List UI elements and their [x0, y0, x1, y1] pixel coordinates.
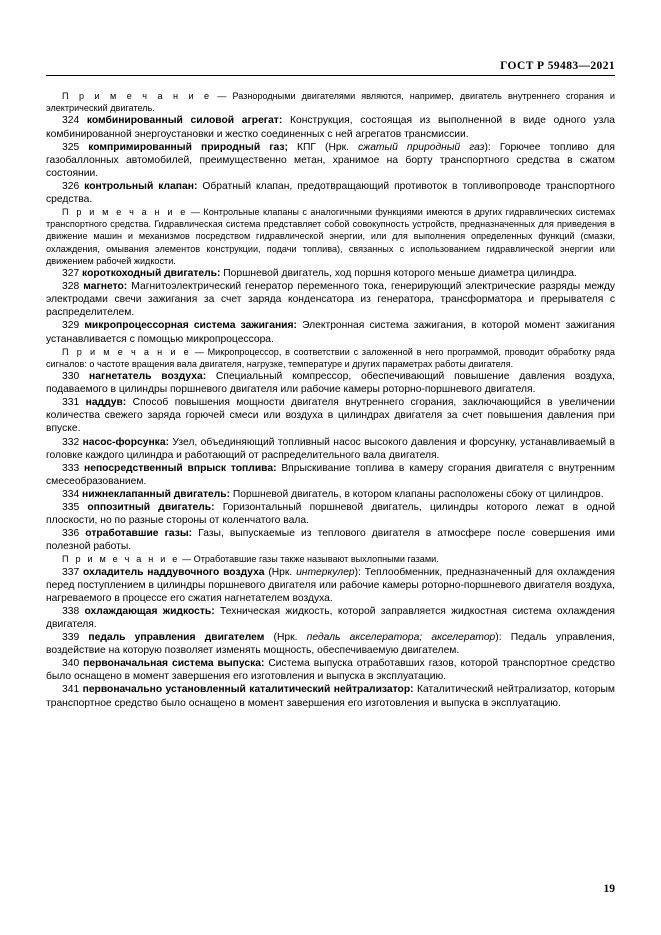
term-title: короткоходный двигатель:: [82, 268, 221, 280]
term-definition: (Нрк. педаль акселератора; акселератор): Педаль управления, воздействие на которую позволяет изменять мощность, обеспечиваемую двигателем.: [46, 632, 615, 657]
term-title: отработавшие газы:: [85, 528, 193, 540]
term-number: 336: [62, 528, 86, 540]
term-title: непосредственный впрыск топлива:: [84, 462, 277, 474]
term-title: микропроцессорная система зажигания:: [84, 320, 297, 332]
term-title: оппозитный двигатель:: [87, 501, 215, 513]
note-label: П р и м е ч а н и е: [62, 207, 188, 218]
term-title: первоначальная система выпуска:: [83, 658, 265, 670]
term-title: наддув:: [85, 397, 127, 409]
term-title: нижнеклапанный двигатель:: [82, 488, 231, 500]
term-definition: Способ повышения мощности двигателя внутреннего сгорания, заключающийся в увеличении количества свежего заряда горючей смеси или воздуха в цилиндрах двигателя за счет повышения давления при впуске.: [46, 397, 616, 435]
term-title: охладитель наддувочного воздуха: [82, 566, 265, 578]
term-definition: Газы, выпускаемые из теплового двигателя в атмосфере после совершения ими полезной работы.: [46, 528, 615, 553]
term-paragraph: [46, 566, 615, 605]
note-paragraph: [46, 206, 615, 267]
term-definition: Магнитоэлектрический генератор переменного тока, генерирующий электрические разряды между электродами свечи зажигания за счет заряда конденсатора из генератора, трансформатора и прерывателя с распределителем.: [46, 281, 615, 319]
term-definition: Электронная система зажигания, в которой момент зажигания устанавливается с помощью микропроцессора.: [46, 320, 615, 345]
term-definition: Специальный компрессор, обеспечивающий повышение давления воздуха, подаваемого в цилиндры поршневого двигателя или рабочие камеры роторно-поршневого двигателя.: [46, 371, 615, 396]
note-paragraph: [46, 346, 615, 370]
document-body: [46, 90, 615, 710]
term-definition: Обратный клапан, предотвращающий противоток в топливопроводе транспортного средства.: [46, 180, 616, 205]
note-text: — Отработавшие газы также называют выхлопными газами.: [179, 554, 439, 565]
term-paragraph: [46, 488, 615, 501]
term-paragraph: [46, 436, 615, 462]
term-definition: (Нрк. интеркулер): Теплообменник, предназначенный для охлаждения перед поступлением в цилиндры поршневого двигателя или рабочие камеры роторно-поршневого двигателя воздуха, нагреваемого в процессе его сжатия нагнетателем воздуха.: [46, 566, 615, 604]
term-paragraph: [46, 657, 615, 683]
term-definition: Техническая жидкость, которой заправляется жидкостная система охлаждения двигателя.: [46, 605, 615, 630]
term-number: 329: [62, 320, 85, 332]
term-title: контрольный клапан:: [84, 180, 198, 192]
term-paragraph: [46, 114, 615, 140]
term-definition: Поршневой двигатель, в котором клапаны расположены сбоку от цилиндров.: [230, 488, 604, 500]
term-number: 327: [62, 268, 83, 280]
term-number: 330: [62, 371, 89, 383]
term-number: 325: [62, 141, 89, 153]
term-definition: Поршневой двигатель, ход поршня которого меньше диаметра цилиндра.: [220, 268, 577, 280]
term-number: 334: [62, 488, 83, 500]
term-number: 333: [62, 462, 84, 474]
header-rule: [46, 75, 615, 76]
note-text: — Контрольные клапаны с аналогичными функциями имеются в других гидравлических системах транспортного средства. Гидравлическая система представляет собой совокупность устройств, предназначенных для приведения в движение машин и механизмов посредством гидравлической энергии, или для выполнения определенных функций (смазки, охлаждения, омывания элементов конструкции, подачи топлива), связанных с использованием гидравлической энергии или движением рабочей жидкости.: [46, 207, 615, 266]
term-title: насос-форсунка:: [82, 436, 169, 448]
term-paragraph: [46, 180, 615, 206]
note-label: П р и м е ч а н и е: [62, 346, 191, 357]
term-paragraph: [46, 605, 615, 631]
term-number: 332: [62, 436, 83, 448]
note-paragraph: [46, 90, 615, 114]
term-number: 339: [62, 632, 89, 644]
note-label: П р и м е ч а н и е: [62, 91, 212, 101]
term-paragraph: [46, 267, 615, 280]
note-text: — Микропроцессор, в соответствии с заложенной в него программой, проводит обработку ряда сигналов: о частоте вращения вала двигателя, нагрузке, температуре и других параметрах работы двигателя.: [46, 346, 615, 369]
term-number: 326: [62, 180, 85, 192]
term-paragraph: [46, 527, 615, 553]
term-title: магнето:: [83, 281, 128, 293]
term-paragraph: [46, 501, 615, 527]
term-number: 328: [62, 281, 84, 293]
term-number: 331: [62, 397, 86, 409]
term-number: 341: [62, 684, 83, 696]
term-number: 324: [62, 115, 87, 127]
term-definition: Впрыскивание топлива в камеру сгорания двигателя с внутренним смесеобразованием.: [46, 462, 615, 487]
term-title: педаль управления двигателем: [88, 632, 265, 644]
term-paragraph: [46, 370, 615, 396]
note-label: П р и м е ч а н и е: [62, 554, 180, 565]
term-number: 340: [62, 658, 84, 670]
term-paragraph: [46, 683, 615, 709]
term-definition: Каталитический нейтрализатор, которым транспортное средство было оснащено в момент завершения его изготовления и выпуска в эксплуатацию.: [46, 684, 615, 709]
page-header: ГОСТ Р 59483—2021: [500, 60, 615, 72]
term-definition: Конструкция, состоящая из выполненной в виде одного узла комбинированной энергоустановки и жестко соединенных с ней агрегатов трансмиссии.: [46, 115, 616, 140]
term-definition: КПГ (Нрк. сжатый природный газ): Горючее топливо для газобаллонных автомобилей, преимущественно метан, хранимое на борту транспортного средства в сжатом состоянии.: [46, 141, 615, 179]
term-paragraph: [46, 462, 615, 488]
term-title: комбинированный силовой агрегат:: [86, 115, 283, 127]
term-paragraph: [46, 319, 615, 345]
term-number: 338: [62, 605, 85, 617]
term-number: 337: [62, 566, 83, 578]
note-text: — Разнородными двигателями являются, например, двигатель внутреннего сгорания и электрический двигатель.: [46, 91, 615, 114]
term-paragraph: [46, 280, 615, 319]
term-title: нагнетатель воздуха:: [89, 371, 207, 383]
term-definition: Горизонтальный поршневой двигатель, цилиндры которого лежат в одной плоскости, но по разные стороны от коленчатого вала.: [46, 501, 615, 527]
term-title: первоначально установленный каталитический нейтрализатор:: [82, 684, 414, 696]
term-title: компримированный природный газ;: [88, 141, 288, 153]
term-paragraph: [46, 396, 615, 435]
term-definition: Узел, объединяющий топливный насос высокого давления и форсунку, устанавливаемый в головке каждого цилиндра и работающий от распределительного вала двигателя.: [46, 436, 616, 461]
term-paragraph: [46, 631, 615, 657]
page-number: 19: [603, 883, 615, 895]
note-paragraph: [46, 553, 615, 565]
term-title: охлаждающая жидкость:: [84, 605, 215, 617]
term-number: 335: [62, 501, 88, 513]
term-definition: Система выпуска отработавших газов, которой транспортное средство было оснащено в момент завершения его изготовления и выпуска в эксплуатацию.: [46, 658, 616, 683]
term-paragraph: [46, 141, 615, 180]
